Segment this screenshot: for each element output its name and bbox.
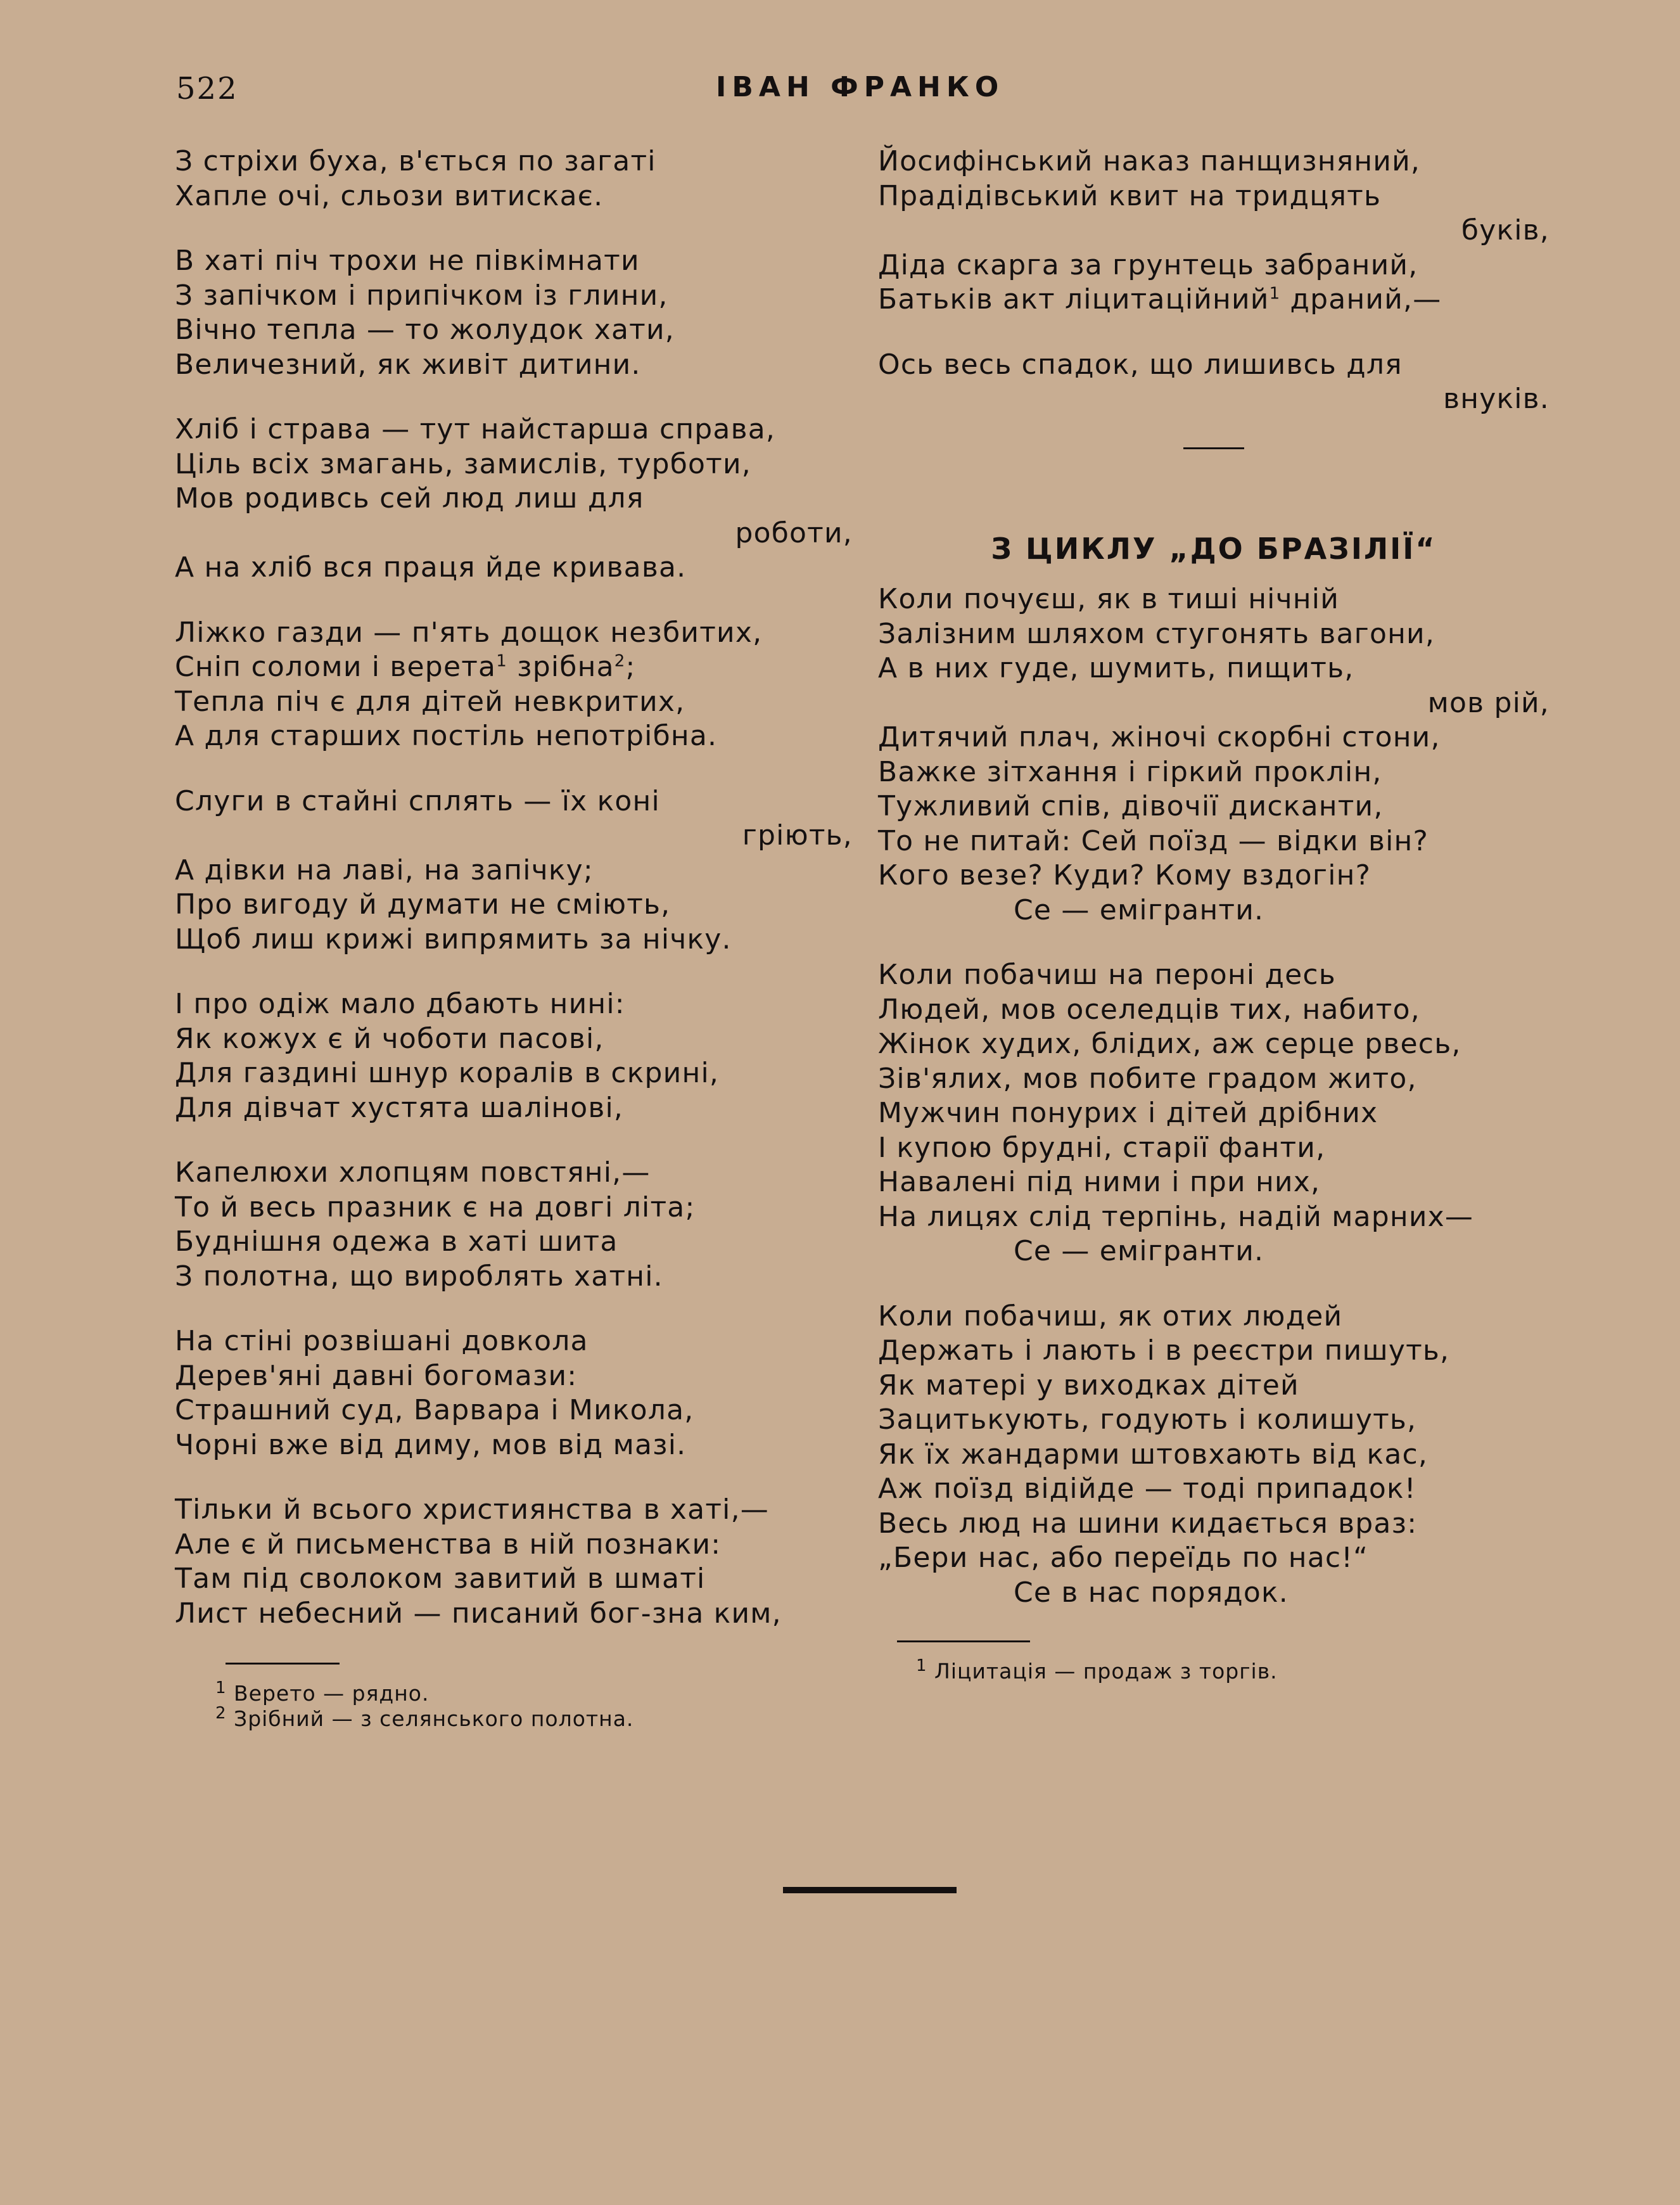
stanza — [175, 784, 853, 957]
poem-line — [878, 859, 1550, 893]
poem-line — [175, 1022, 853, 1057]
line-text: Ліжко газди — п'ять дощок незбитих, — [175, 616, 763, 649]
stanza — [175, 987, 853, 1125]
line-text: Буднішня одежа в хаті шита — [175, 1225, 618, 1258]
poem-line — [175, 819, 853, 853]
line-text: Залізним шляхом стугонять вагони, — [878, 617, 1435, 650]
section-divider — [1183, 447, 1244, 449]
poem-line — [878, 755, 1550, 790]
line-text: мов рій, — [1427, 686, 1550, 719]
footnote-text: Ліцитація — продаж з торгів. — [927, 1659, 1278, 1684]
bottom-rule — [783, 1887, 957, 1893]
footnote-ref: 2 — [614, 651, 626, 671]
poem-line — [175, 1528, 853, 1563]
line-text: Кого везе? Куди? Кому вздогін? — [878, 859, 1371, 892]
stanza — [878, 958, 1550, 1269]
line-text: На лицях слід терпінь, надій марних— — [878, 1200, 1474, 1233]
footnote-ref: 1 — [1269, 284, 1281, 304]
footnote-rule — [226, 1663, 340, 1665]
poem-line — [175, 888, 853, 923]
line-text: Се в нас порядок. — [1014, 1576, 1289, 1609]
poem-line — [175, 144, 853, 179]
line-text: Як їх жандарми штовхають від кас, — [878, 1438, 1429, 1471]
line-text: Щоб лиш крижі випрямить за нічку. — [175, 923, 732, 955]
poem-line — [175, 1562, 853, 1597]
footnote-rule — [897, 1640, 1030, 1642]
stanza — [175, 244, 853, 382]
poem-line — [175, 1056, 853, 1091]
line-text: Там під сволоком завитий в шматі — [175, 1563, 706, 1595]
poem-line — [175, 179, 853, 214]
line-text: драний,— — [1280, 283, 1442, 316]
poem-line — [878, 582, 1550, 617]
stanza — [175, 1493, 853, 1631]
poem-line — [175, 1191, 853, 1225]
poem-line — [878, 1369, 1550, 1403]
line-text: Хапле очі, сльози витискає. — [175, 179, 604, 212]
poem-line — [175, 551, 853, 585]
poem-line — [878, 686, 1550, 721]
poem-line — [878, 348, 1550, 383]
right-column — [878, 144, 1550, 1684]
poem-line — [878, 1062, 1550, 1097]
line-text: Як кожух є й чоботи пасові, — [175, 1022, 604, 1055]
stanza — [878, 1300, 1550, 1611]
poem-line — [878, 1027, 1550, 1062]
poem-line — [878, 1300, 1550, 1334]
line-text: Як матері у виходках дітей — [878, 1369, 1299, 1402]
line-text: Весь люд на шини кидається враз: — [878, 1507, 1418, 1540]
line-text: Важке зітхання і гіркий проклін, — [878, 755, 1382, 788]
poem-line — [175, 1260, 853, 1294]
line-text: Батьків акт ліцитаційний — [878, 283, 1270, 316]
line-text: Людей, мов оселедців тих, набито, — [878, 993, 1420, 1026]
poem-line — [175, 719, 853, 754]
line-text: То й весь празник є на довгі літа; — [175, 1191, 696, 1224]
poem-line — [878, 1472, 1550, 1507]
line-text: Для газдині шнур коралів в скрині, — [175, 1057, 720, 1089]
poem-line — [878, 1200, 1550, 1235]
stanza — [878, 144, 1550, 317]
line-text: Тепла піч є для дітей невкритих, — [175, 685, 685, 718]
poem-line — [878, 993, 1550, 1028]
line-text: Чорні вже від диму, мов від мазі. — [175, 1428, 687, 1461]
line-text: Дерев'яні давні богомази: — [175, 1359, 578, 1392]
line-text: А на хліб вся праця йде кривава. — [175, 551, 687, 584]
poem-line — [175, 313, 853, 348]
line-text: Мов родивсь сей люд лиш для — [175, 482, 644, 514]
poem-line — [878, 1334, 1550, 1369]
footnote — [175, 1706, 853, 1732]
line-text: Навалені під ними і при них, — [878, 1166, 1321, 1198]
page-number: 522 — [176, 71, 238, 106]
line-text: Коли побачиш, як отих людей — [878, 1300, 1343, 1333]
poem-line — [175, 1156, 853, 1191]
line-text: А дівки на лаві, на запічку; — [175, 853, 594, 886]
poem-line — [878, 1507, 1550, 1542]
poem-line — [175, 279, 853, 314]
stanza — [175, 144, 853, 214]
poem-line — [878, 720, 1550, 755]
poem-line — [175, 853, 853, 888]
line-text: А для старших постіль непотрібна. — [175, 720, 718, 752]
poem-line — [878, 789, 1550, 824]
line-text: А в них гуде, шумить, пищить, — [878, 652, 1354, 684]
line-text: І про одіж мало дбають нині: — [175, 988, 625, 1020]
stanza — [175, 412, 853, 585]
line-text: Сніп соломи і верета — [175, 651, 497, 683]
poem-line — [878, 1541, 1550, 1576]
line-text: гріють, — [742, 819, 853, 852]
footnote-mark: 2 — [215, 1704, 227, 1723]
stanza — [175, 1156, 853, 1294]
line-text: зрібна — [507, 651, 614, 683]
left-column — [175, 144, 853, 1732]
line-text: Зацитькують, годують і колишуть, — [878, 1403, 1417, 1436]
line-text: Ось весь спадок, що лишивсь для — [878, 348, 1403, 381]
poem-line — [175, 685, 853, 720]
poem-line — [175, 650, 853, 685]
poem-line — [175, 1493, 853, 1528]
line-text: З запічком і припічком із глини, — [175, 279, 668, 312]
line-text: буків, — [1461, 214, 1550, 246]
line-text: В хаті піч трохи не півкімнати — [175, 245, 640, 277]
poem-line — [175, 784, 853, 819]
poem-line — [878, 248, 1550, 283]
line-text: Тільки й всього християнства в хаті,— — [175, 1493, 769, 1526]
line-text: На стіні розвішані довкола — [175, 1325, 589, 1357]
line-text: Про вигоду й думати не сміють, — [175, 888, 671, 921]
line-text: Але є й письменства в ній познаки: — [175, 1528, 722, 1561]
line-text: Аж поїзд відійде — тоді припадок! — [878, 1473, 1416, 1505]
poem-line — [175, 447, 853, 482]
poem-line — [878, 382, 1550, 417]
line-text: Се — емігранти. — [1014, 893, 1264, 926]
poem-line — [878, 1234, 1550, 1269]
line-text: Йосифінський наказ панщизняний, — [878, 145, 1421, 177]
line-text: Прадідівський квит на тридцять — [878, 179, 1382, 212]
poem-line — [175, 516, 853, 551]
poem-line — [878, 179, 1550, 214]
poem-line — [878, 1438, 1550, 1473]
line-text: Дитячий плач, жіночі скорбні стони, — [878, 721, 1441, 753]
poem-line — [175, 1225, 853, 1260]
poem-line — [175, 1428, 853, 1463]
line-text: Жінок худих, блідих, аж серце рвесь, — [878, 1028, 1461, 1060]
poem-line — [878, 617, 1550, 652]
poem-line — [878, 144, 1550, 179]
poem-line — [878, 283, 1550, 317]
line-text: Страшний суд, Варвара і Микола, — [175, 1394, 694, 1426]
stanza — [175, 616, 853, 754]
poem-line — [878, 824, 1550, 859]
line-text: Діда скарга за грунтець забраний, — [878, 248, 1418, 281]
footnote-ref: 1 — [496, 651, 507, 671]
poem-line — [878, 1403, 1550, 1438]
footnote-text: Зрібний — з селянського полотна. — [226, 1706, 634, 1731]
poem-line — [175, 923, 853, 957]
poem-line — [878, 1096, 1550, 1131]
line-text: Се — емігранти. — [1014, 1235, 1264, 1267]
footnote-text: Верето — рядно. — [226, 1681, 430, 1706]
line-text: З стріхи буха, в'ється по загаті — [175, 145, 656, 177]
poem-line — [175, 482, 853, 516]
poem-line — [878, 1165, 1550, 1200]
poem-line — [175, 412, 853, 447]
footnote-mark: 1 — [215, 1678, 227, 1697]
line-text: Капелюхи хлопцям повстяні,— — [175, 1156, 651, 1189]
poem-line — [175, 987, 853, 1022]
poem-line — [175, 348, 853, 383]
line-text: З полотна, що вироблять хатні. — [175, 1260, 663, 1293]
poem-line — [878, 893, 1550, 928]
line-text: Лист небесний — писаний бог-зна ким, — [175, 1597, 782, 1630]
poem-line — [878, 214, 1550, 248]
poem-line — [175, 244, 853, 279]
section-title: З ЦИКЛУ „ДО БРАЗІЛІЇ“ — [991, 531, 1437, 566]
line-text: Слуги в стайні сплять — їх коні — [175, 784, 660, 817]
line-text: Коли почуєш, як в тиші нічній — [878, 583, 1339, 615]
line-text: І купою брудні, старії фанти, — [878, 1131, 1326, 1164]
line-text: Хліб і страва — тут найстарша справа, — [175, 413, 776, 445]
line-text: ; — [625, 651, 636, 683]
line-text: Мужчин понурих і дітей дрібних — [878, 1097, 1378, 1129]
line-text: То не питай: Сей поїзд — відки він? — [878, 824, 1429, 857]
line-text: Тужливий спів, дівочії дисканти, — [878, 790, 1384, 822]
footnote — [175, 1678, 853, 1706]
line-text: „Бери нас, або переїдь по нас!“ — [878, 1542, 1369, 1574]
line-text: Держать і лають і в реєстри пишуть, — [878, 1334, 1450, 1367]
line-text: внуків. — [1443, 383, 1550, 415]
line-text: Зів'ялих, мов побите градом жито, — [878, 1062, 1417, 1095]
running-title: ІВАН ФРАНКО — [716, 71, 1005, 103]
poem-line — [175, 1324, 853, 1359]
poem-line — [878, 1576, 1550, 1611]
line-text: Величезний, як живіт дитини. — [175, 348, 641, 381]
poem-line — [878, 1131, 1550, 1166]
line-text: Ціль всіх змагань, замислів, турботи, — [175, 447, 751, 480]
poem-line — [175, 1091, 853, 1126]
poem-line — [175, 616, 853, 651]
stanza — [878, 582, 1550, 928]
footnote — [878, 1656, 1550, 1684]
stanza — [175, 1324, 853, 1462]
line-text: Коли побачиш на пероні десь — [878, 959, 1336, 991]
footnote-mark: 1 — [916, 1656, 927, 1675]
stanza — [878, 348, 1550, 417]
poem-line — [878, 958, 1550, 993]
line-text: Для дівчат хустята шалінові, — [175, 1091, 624, 1124]
line-text: роботи, — [735, 516, 853, 549]
poem-line — [175, 1393, 853, 1428]
poem-line — [175, 1597, 853, 1632]
line-text: Вічно тепла — то жолудок хати, — [175, 314, 675, 346]
poem-line — [175, 1359, 853, 1394]
poem-line — [878, 651, 1550, 686]
